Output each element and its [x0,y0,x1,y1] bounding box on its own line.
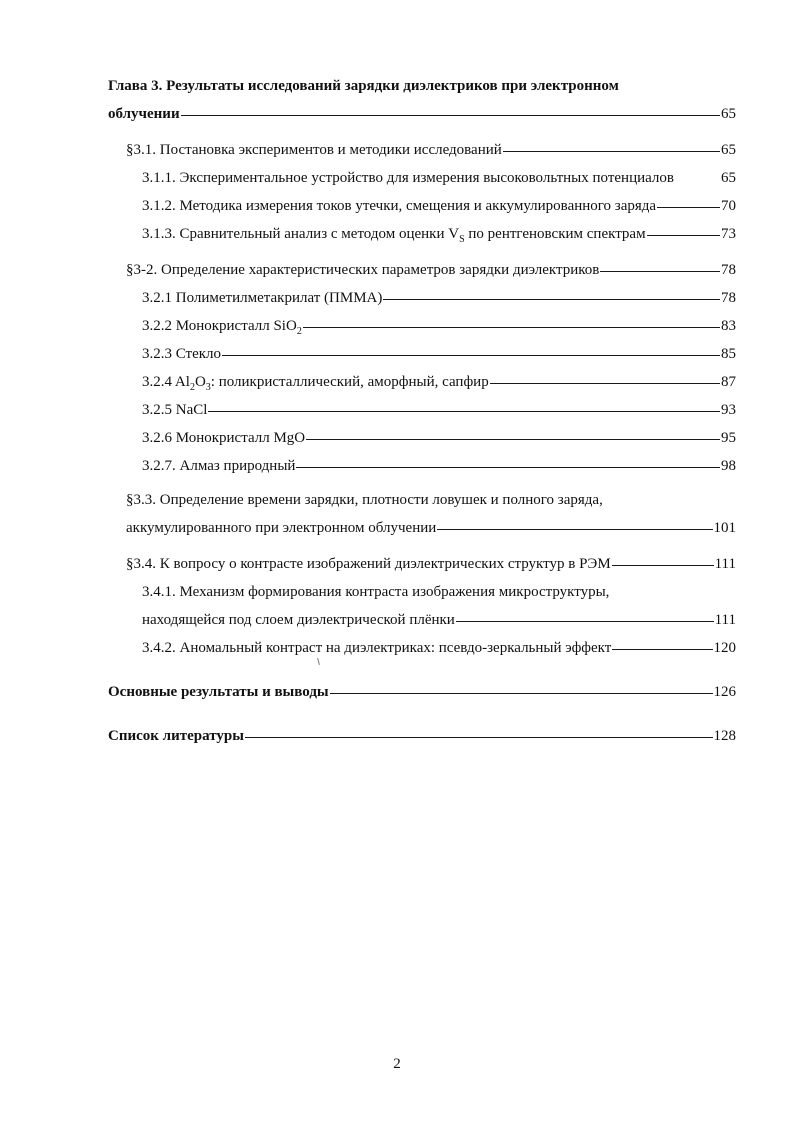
toc-entry-results [108,682,736,702]
toc-page-number: 70 [721,198,736,214]
toc-page-number: 78 [721,262,736,278]
scan-mark [317,658,320,665]
toc-leader-line [330,693,713,694]
toc-entry-title: 3.2.1 Полиметилметакрилат (ПММА) [142,290,383,306]
toc-page-number: 101 [713,520,736,536]
toc-page-number: 95 [721,430,736,446]
toc-entry-title: 3.2.5 NaCl [142,402,208,418]
toc-entry-references [108,726,736,746]
toc-entry-3-1-3 [142,224,736,244]
toc-entry-title: находящейся под слоем диэлектрической плёнки [142,612,455,628]
toc-entry-title: 3.2.3 Стекло [142,346,222,362]
toc-page-number: 85 [721,346,736,362]
toc-entry-3-2-1 [142,288,736,308]
toc-entry-3-2-7 [142,456,736,476]
toc-page-number: 73 [721,226,736,242]
toc-entry-section-3-3 [126,518,736,538]
toc-entry-title: Основные результаты и выводы [108,684,329,700]
toc-entry-title: 3.2.6 Монокристалл MgO [142,430,306,446]
toc-entry-title: §3.4. К вопросу о контрасте изображений диэлектрических структур в РЭМ [126,556,611,572]
toc-entry-section-3-1 [126,140,736,160]
toc-leader-line [657,207,720,208]
toc-3-4-1-title-line1: 3.4.1. Механизм формирования контраста изображения микроструктуры, [142,584,610,600]
toc-leader-line [296,467,720,468]
toc-leader-line [612,565,714,566]
toc-leader-line [306,439,720,440]
toc-page-number: 78 [721,290,736,306]
toc-page-number: 87 [721,374,736,390]
toc-page-number: 83 [721,318,736,334]
toc-leader-line [437,529,712,530]
toc-page-number: 65 [721,106,736,122]
toc-chapter-3-title-line1: Глава 3. Результаты исследований зарядки диэлектриков при электронном [108,78,619,94]
toc-entry-3-1-1 [142,168,736,188]
toc-section-3-3-title-line1: §3.3. Определение времени зарядки, плотности ловушек и полного заряда, [126,492,603,508]
toc-entry-3-4-2 [142,638,736,658]
toc-entry-title: §3.1. Постановка экспериментов и методики исследований [126,142,502,158]
toc-entry-title: 3.4.2. Аномальный контраст на диэлектриках: псевдо-зеркальный эффект [142,640,612,656]
toc-entry-title: §3-2. Определение характеристических параметров зарядки диэлектриков [126,262,600,278]
toc-entry-3-4-1 [142,610,736,630]
toc-entry-title: облучении [108,106,180,122]
toc-entry-title: Список литературы [108,728,244,744]
toc-leader-line [208,411,720,412]
toc-entry-3-2-5 [142,400,736,420]
toc-leader-line [456,621,714,622]
toc-entry-title: 3.2.4 $Al_2O_3$: поликристаллический, аморфный, сапфир [142,374,489,393]
toc-entry-title: 3.2.2 Монокристалл SiO$_2$ [142,318,302,337]
toc-page-number: 128 [713,728,736,744]
toc-entry-title: аккумулированного при электронном облучении [126,520,437,536]
toc-leader-line [181,115,720,116]
toc-page-number: 111 [714,556,736,572]
toc-leader-line [490,383,720,384]
toc-leader-line [222,355,720,356]
toc-page-number: 111 [714,612,736,628]
toc-page-number: 93 [721,402,736,418]
toc-leader-line [600,271,720,272]
toc-entry-title: 3.1.1. Экспериментальное устройство для измерения высоковольтных потенциалов [142,170,674,186]
toc-entry-section-3-4 [126,554,736,574]
toc-entry-3-2-4 [142,372,736,392]
toc-page-number: 98 [721,458,736,474]
toc-leader-line [245,737,713,738]
toc-leader-line [647,235,720,236]
toc-leader-line [383,299,720,300]
toc-page-number: 126 [713,684,736,700]
toc-entry-3-2-2 [142,316,736,336]
toc-entry-chapter-3 [108,104,736,124]
page-number: 2 [393,1056,401,1072]
toc-leader-line [303,327,720,328]
toc-page-number: 120 [713,640,736,656]
toc-entry-3-2-6 [142,428,736,448]
toc-entry-title: 3.2.7. Алмаз природный [142,458,296,474]
toc-entry-3-1-2 [142,196,736,216]
toc-entry-title: 3.1.2. Методика измерения токов утечки, смещения и аккумулированного заряда [142,198,657,214]
toc-entry-title: 3.1.3. Сравнительный анализ с методом оценки $V_S$ по рентгеновским спектрам [142,226,646,245]
toc-page-number: 65 [721,170,736,186]
toc-entry-section-3-2 [126,260,736,280]
toc-page-number: 65 [721,142,736,158]
toc-entry-3-2-3 [142,344,736,364]
toc-leader-line [503,151,720,152]
toc-leader-line [612,649,712,650]
